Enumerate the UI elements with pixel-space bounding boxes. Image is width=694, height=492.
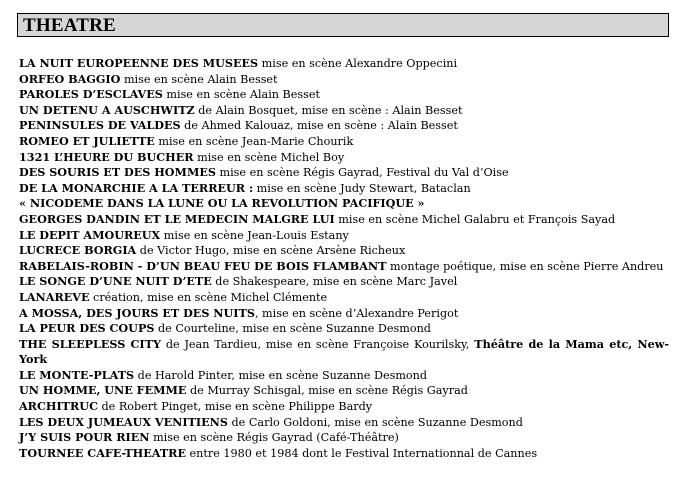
entry-title: LE MONTE-PLATS (19, 367, 135, 382)
list-item (19, 306, 669, 322)
entry-title: GEORGES DANDIN ET LE MEDECIN MALGRE LUI (19, 211, 335, 226)
list-item (19, 430, 669, 446)
list-item (19, 243, 669, 259)
entry-detail: mise en scène Alain Besset (120, 72, 278, 86)
list-item (19, 321, 669, 337)
entry-detail: mise en scène Judy Stewart, Bataclan (253, 181, 471, 195)
section-header (17, 13, 669, 37)
list-item (19, 150, 669, 166)
list-item (19, 368, 669, 384)
entry-detail: création, mise en scène Michel Clémente (89, 290, 328, 304)
entry-detail: de Ahmed Kalouaz, mise en scène : Alain Besset (180, 119, 458, 133)
entry-title: LA PEUR DES COUPS (19, 321, 155, 336)
section-title: THEATRE (23, 15, 116, 36)
entry-title: PENINSULES DE VALDES (19, 118, 181, 133)
list-item (19, 415, 669, 431)
entry-detail: de Carlo Goldoni, mise en scène Suzanne Desmond (227, 415, 523, 429)
entry-detail: mise en scène Michel Galabru et François Sayad (334, 212, 616, 226)
list-item (19, 212, 669, 228)
entry-detail: mise en scène Régis Gayrad, Festival du Val d’Oise (215, 166, 509, 180)
entry-detail: mise en scène Jean-Marie Chourik (154, 134, 354, 148)
entry-title: ORFEO BAGGIO (19, 71, 121, 86)
entry-detail: de Shakespeare, mise en scène Marc Javel (211, 275, 458, 289)
list-item (19, 337, 669, 368)
entry-title: THE SLEEPLESS CITY (19, 336, 161, 351)
list-item (19, 118, 669, 134)
entry-detail: mise en scène Michel Boy (193, 150, 345, 164)
entry-detail: de Murray Schisgal, mise en scène Régis Gayrad (186, 384, 468, 398)
entry-title: DE LA MONARCHIE A LA TERREUR : (19, 180, 254, 195)
entry-detail: de Robert Pinget, mise en scène Philippe Bardy (97, 400, 373, 414)
list-item (19, 87, 669, 103)
entry-detail: de Courteline, mise en scène Suzanne Desmond (154, 322, 431, 336)
entry-title: ROMEO ET JULIETTE (19, 133, 155, 148)
entry-title: LE DEPIT AMOUREUX (19, 227, 161, 242)
entry-title: TOURNEE CAFE-THEATRE (19, 445, 186, 460)
entry-detail: de Victor Hugo, mise en scène Arsène Richeux (136, 244, 406, 258)
list-item (19, 56, 669, 72)
entry-title: LA NUIT EUROPEENNE DES MUSEES (19, 56, 259, 70)
list-item (19, 446, 669, 462)
list-item (19, 165, 669, 181)
entry-detail: entre 1980 et 1984 dont le Festival Internationnal de Cannes (186, 446, 538, 460)
list-item (19, 196, 669, 212)
entry-title: LUCRECE BORGIA (19, 243, 137, 258)
list-item (19, 103, 669, 119)
entry-detail: mise en scène Régis Gayrad (Café-Théâtre) (149, 431, 399, 445)
list-item (19, 274, 669, 290)
list-item (19, 290, 669, 306)
theatre-list (19, 56, 669, 461)
entry-title: « NICODEME DANS LA LUNE OU LA REVOLUTION PACIFIQUE » (19, 196, 425, 211)
list-item (19, 72, 669, 88)
entry-title: LES DEUX JUMEAUX VENITIENS (19, 414, 228, 429)
entry-title: DES SOURIS ET DES HOMMES (19, 165, 216, 180)
entry-detail: de Alain Bosquet, mise en scène : Alain Besset (194, 103, 463, 117)
entry-title: UN HOMME, UNE FEMME (19, 383, 187, 398)
list-item (19, 228, 669, 244)
entry-title: A MOSSA, DES JOURS ET DES NUITS (19, 305, 255, 320)
entry-detail: mise en scène Jean-Louis Estany (160, 228, 349, 242)
entry-title: LANAREVE (19, 289, 90, 304)
list-item (19, 383, 669, 399)
list-item (19, 259, 669, 275)
entry-title: RABELAIS-ROBIN - D’UN BEAU FEU DE BOIS FLAMBANT (19, 258, 387, 273)
entry-title: 1321 L’HEURE DU BUCHER (19, 149, 194, 164)
list-item (19, 399, 669, 415)
list-item (19, 181, 669, 197)
entry-title: J’Y SUIS POUR RIEN (19, 430, 150, 445)
entry-venue: Théâtre de la Mama etc, New-York (19, 336, 669, 367)
entry-title: PAROLES D’ESCLAVES (19, 87, 163, 102)
entry-detail: montage poétique, mise en scène Pierre Andreu (386, 259, 664, 273)
entry-detail: mise en scène Alexandre Oppecini (258, 57, 458, 70)
entry-title: ARCHITRUC (19, 399, 98, 414)
entry-detail: de Jean Tardieu, mise en scène Françoise Kourilsky, (160, 337, 475, 351)
entry-title: UN DETENU A AUSCHWITZ (19, 102, 195, 117)
entry-title: LE SONGE D’UNE NUIT D’ETE (19, 274, 212, 289)
entry-detail: mise en scène Alain Besset (162, 88, 320, 102)
entry-detail: , mise en scène d’Alexandre Perigot (254, 306, 459, 320)
list-item (19, 134, 669, 150)
entry-detail: de Harold Pinter, mise en scène Suzanne Desmond (134, 368, 428, 382)
